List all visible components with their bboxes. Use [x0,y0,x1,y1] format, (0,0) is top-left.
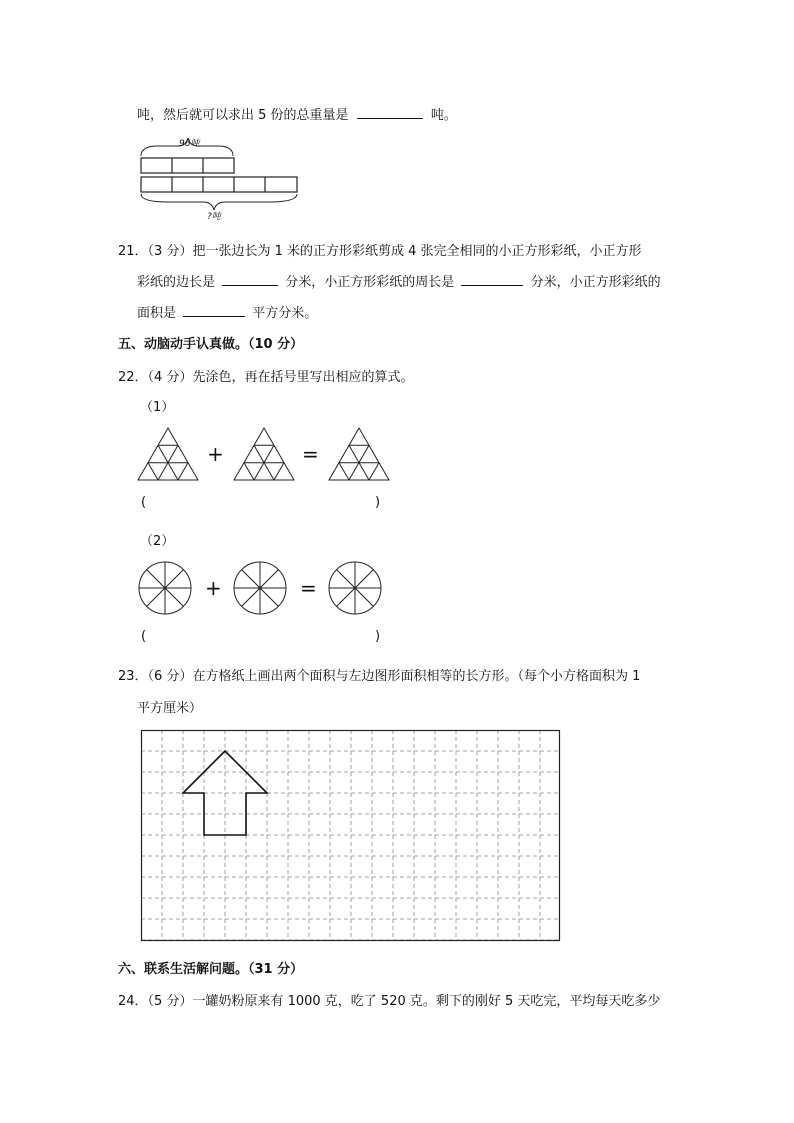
q20-answer-blank[interactable] [357,106,423,119]
answer-lparen-1: ( [141,495,147,510]
circle-figure-2[interactable] [233,561,287,615]
circle-figure-3[interactable] [328,561,382,615]
q21-text-c: 分米，小正方形彩纸的 [530,275,661,290]
grid-paper[interactable] [141,730,560,941]
q21-line3 [137,302,317,321]
q21-blank-area[interactable] [183,304,245,317]
q21-blank-perimeter[interactable] [461,273,523,286]
q20-bar-diagram [138,134,308,224]
diagram-bottom-label: ?吨 [207,212,221,222]
q23-line1: 23．（6 分）在方格纸上画出两个面积与左边图形面积相等的长方形。（每个小方格面积为 1 [118,669,641,684]
triangle-figure-1[interactable] [138,428,198,480]
answer-rparen-1: ) [375,495,381,510]
q21-line2 [137,271,661,290]
equals-sign-1: = [302,442,319,466]
triangle-figure-2[interactable] [234,428,294,480]
diagram-top-label: 96吨 [179,139,200,149]
q21-text-d: 面积是 [137,306,177,321]
answer-lparen-2: ( [141,629,147,644]
q23-line2: 平方厘米） [137,701,203,716]
section-6-heading: 六、联系生活解问题。（31 分） [118,962,304,977]
q21-line1: 21．（3 分）把一张边长为 1 米的正方形彩纸剪成 4 张完全相同的小正方形彩纸，小正方形 [118,244,642,259]
q21-blank-side[interactable] [222,273,278,286]
q22-part2-label: （2） [140,534,175,549]
section-5-heading: 五、动脑动手认真做。（10 分） [118,337,304,352]
q21-text-e: 平方分米。 [252,306,318,321]
circle-figure-1[interactable] [138,561,192,615]
q21-text-b: 分米，小正方形彩纸的周长是 [285,275,455,290]
plus-sign-1: + [207,442,224,466]
q22-part1-label: （1） [140,400,175,415]
q22-stem: 22．（4 分）先涂色，再在括号里写出相应的算式。 [118,370,414,385]
answer-field-2[interactable] [160,627,360,647]
q21-text-a: 彩纸的边长是 [137,275,216,290]
triangle-figure-3[interactable] [329,428,389,480]
answer-field-1[interactable] [160,493,360,513]
q24-line1: 24．（5 分）一罐奶粉原来有 1000 克，吃了 520 克。剩下的刚好 5 天吃完，平均每天吃多少 [118,994,661,1009]
q20-text-b: 吨。 [430,108,457,123]
plus-sign-2: + [205,576,222,600]
answer-rparen-2: ) [375,629,381,644]
equals-sign-2: = [300,576,317,600]
q20-text-line [137,104,457,123]
q20-text-a: 吨，然后就可以求出 5 份的总重量是 [137,108,349,123]
